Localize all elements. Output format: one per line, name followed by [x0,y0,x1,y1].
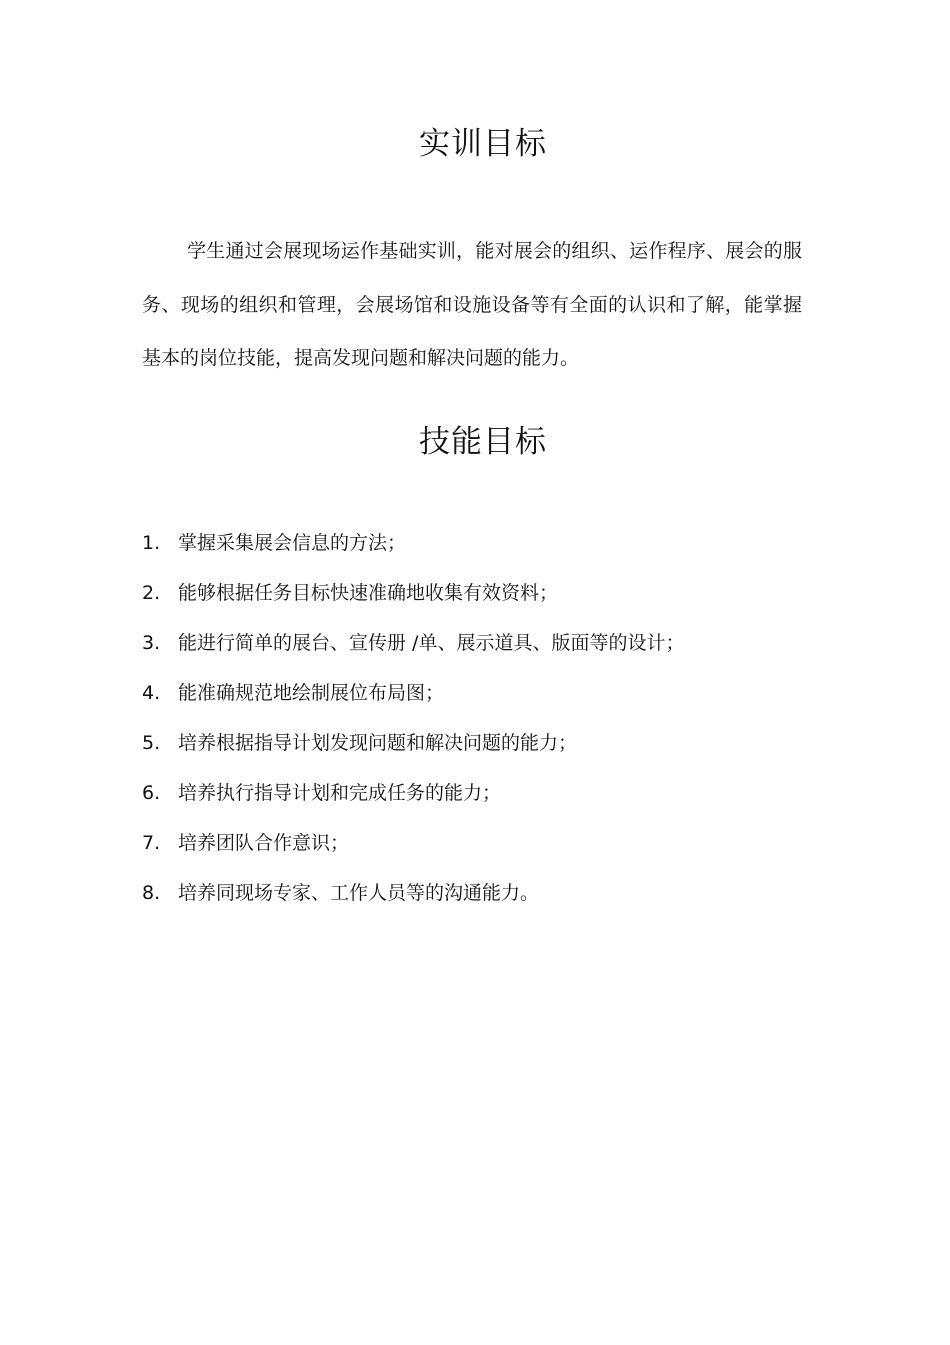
list-item-number: 1. [142,532,161,554]
list-item-text: 培养团队合作意识； [178,832,350,854]
list-item-text: 培养执行指导计划和完成任务的能力； [178,782,502,804]
list-item-text: 掌握采集展会信息的方法； [178,532,407,554]
list-item-text: 能够根据任务目标快速准确地收集有效资料； [178,582,559,604]
training-goals-paragraph: 学生通过会展现场运作基础实训，能对展会的组织、运作程序、展会的服务、现场的组织和管理，会展场馆和设施设备等有全面的认识和了解，能掌握基本的岗位技能，提高发现问题和解决问题的能力。 [142,240,802,369]
skill-goals-list [142,525,822,925]
list-item [142,825,822,875]
list-item [142,775,822,825]
list-item-text: 培养根据指导计划发现问题和解决问题的能力； [178,732,578,754]
list-item-number: 6. [142,782,161,804]
list-item [142,525,822,575]
list-item-number: 5. [142,732,161,754]
list-item-number: 3. [142,632,161,654]
list-item [142,875,822,925]
list-item-number: 4. [142,682,161,704]
list-item [142,675,822,725]
list-item [142,725,822,775]
list-item-text: 能准确规范地绘制展位布局图； [178,682,445,704]
list-item-text: 能进行简单的展台、宣传册 /单、展示道具、版面等的设计； [178,632,685,654]
section-title-training-goals: 实训目标 [419,126,547,162]
list-item-text: 培养同现场专家、工作人员等的沟通能力。 [178,882,540,904]
section-title-skill-goals: 技能目标 [419,424,547,460]
list-item [142,625,822,675]
list-item [142,575,822,625]
list-item-number: 8. [142,882,161,904]
list-item-number: 2. [142,582,161,604]
list-item-number: 7. [142,832,161,854]
